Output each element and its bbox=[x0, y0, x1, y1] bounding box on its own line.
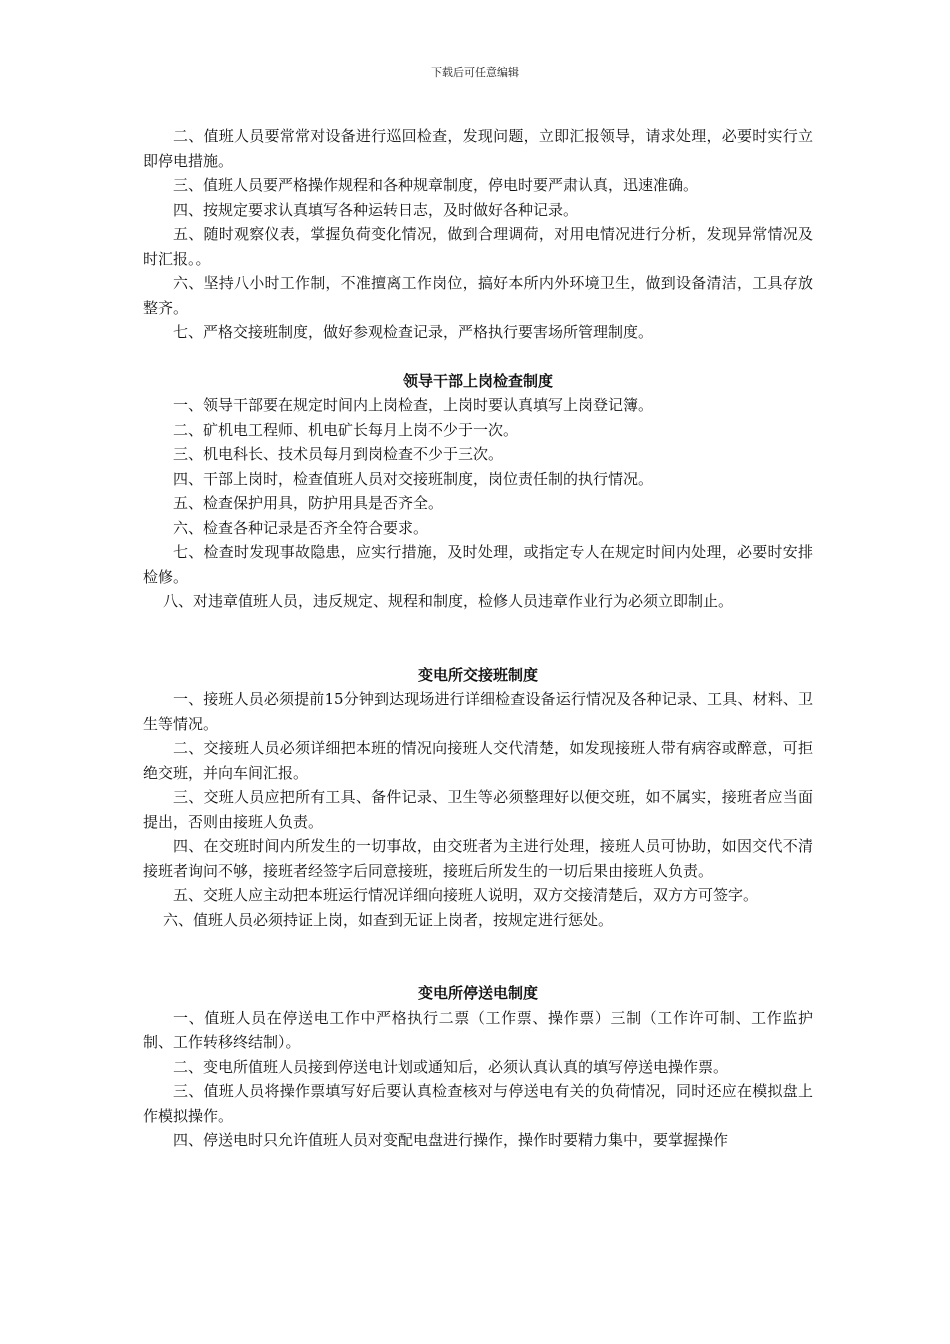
paragraph: 四、按规定要求认真填写各种运转日志，及时做好各种记录。 bbox=[173, 200, 579, 219]
paragraph: 八、对违章值班人员，违反规定、规程和制度，检修人员违章作业行为必须立即制止。 bbox=[163, 592, 734, 610]
paragraph: 四、在交班时间内所发生的一切事故，由交班者为主进行处理，接班人员可协助，如因交代不清接班者询问不够，接班者经签字后同意接班，接班后所发生的一切后果由接班人负责。 bbox=[143, 837, 813, 880]
section-title: 领导干部上岗检查制度 bbox=[402, 371, 553, 390]
paragraph: 二、变电所值班人员接到停送电计划或通知后，必须认真认真的填写停送电操作票。 bbox=[173, 1057, 729, 1076]
paragraph: 一、值班人员在停送电工作中严格执行二票（工作票、操作票）三制（工作许可制、工作监护制、工作转移终结制）。 bbox=[143, 1008, 813, 1051]
paragraph: 五、交班人应主动把本班运行情况详细向接班人说明，双方交接清楚后，双方方可签字。 bbox=[173, 886, 759, 904]
paragraph: 五、检查保护用具，防护用具是否齐全。 bbox=[173, 494, 444, 512]
paragraph: 六、检查各种记录是否齐全符合要求。 bbox=[173, 518, 429, 537]
paragraph: 四、停送电时只允许值班人员对变配电盘进行操作，操作时要精力集中，要掌握操作 bbox=[173, 1131, 729, 1149]
paragraph: 二、交接班人员必须详细把本班的情况向接班人交代清楚，如发现接班人带有病容或醉意，可拒绝交班，并向车间汇报。 bbox=[143, 739, 813, 782]
section-title: 变电所停送电制度 bbox=[417, 984, 538, 1002]
paragraph: 二、矿机电工程师、机电矿长每月上岗不少于一次。 bbox=[173, 420, 519, 439]
section-duty-rules bbox=[143, 124, 813, 345]
paragraph: 三、机电科长、技术员每月到岗检查不少于三次。 bbox=[173, 445, 504, 463]
section-shift-handover bbox=[143, 663, 813, 933]
section-power-switching bbox=[143, 981, 813, 1153]
paragraph: 六、值班人员必须持证上岗，如查到无证上岗者，按规定进行惩处。 bbox=[163, 910, 614, 929]
page-header: 下载后可任意编辑 bbox=[431, 66, 519, 79]
section-leader-inspection bbox=[143, 369, 813, 614]
document-body bbox=[143, 124, 813, 1153]
paragraph: 一、领导干部要在规定时间内上岗检查，上岗时要认真填写上岗登记簿。 bbox=[173, 396, 654, 414]
paragraph: 七、严格交接班制度，做好参观检查记录，严格执行要害场所管理制度。 bbox=[173, 323, 654, 341]
paragraph: 三、交班人员应把所有工具、备件记录、卫生等必须整理好以便交班，如不属实，接班者应当面提出，否则由接班人负责。 bbox=[143, 788, 813, 831]
paragraph: 五、随时观察仪表，掌握负荷变化情况，做到合理调荷，对用电情况进行分析，发现异常情况及时汇报。。 bbox=[143, 225, 813, 268]
paragraph: 四、干部上岗时，检查值班人员对交接班制度，岗位责任制的执行情况。 bbox=[173, 469, 654, 488]
paragraph: 一、接班人员必须提前15分钟到达现场进行详细检查设备运行情况及各种记录、工具、材料、卫生等情况。 bbox=[143, 690, 813, 733]
paragraph: 二、值班人员要常常对设备进行巡回检查，发现问题，立即汇报领导，请求处理，必要时实行立即停电措施。 bbox=[143, 127, 813, 170]
paragraph: 三、值班人员要严格操作规程和各种规章制度，停电时要严肃认真，迅速准确。 bbox=[173, 176, 699, 194]
paragraph: 三、值班人员将操作票填写好后要认真检查核对与停送电有关的负荷情况，同时还应在模拟盘上作模拟操作。 bbox=[143, 1082, 813, 1125]
paragraph: 六、坚持八小时工作制，不准擅离工作岗位，搞好本所内外环境卫生，做到设备清洁，工具存放整齐。 bbox=[143, 274, 813, 317]
section-title: 变电所交接班制度 bbox=[417, 665, 538, 684]
paragraph: 七、检查时发现事故隐患，应实行措施，及时处理，或指定专人在规定时间内处理，必要时安排检修。 bbox=[143, 543, 813, 586]
